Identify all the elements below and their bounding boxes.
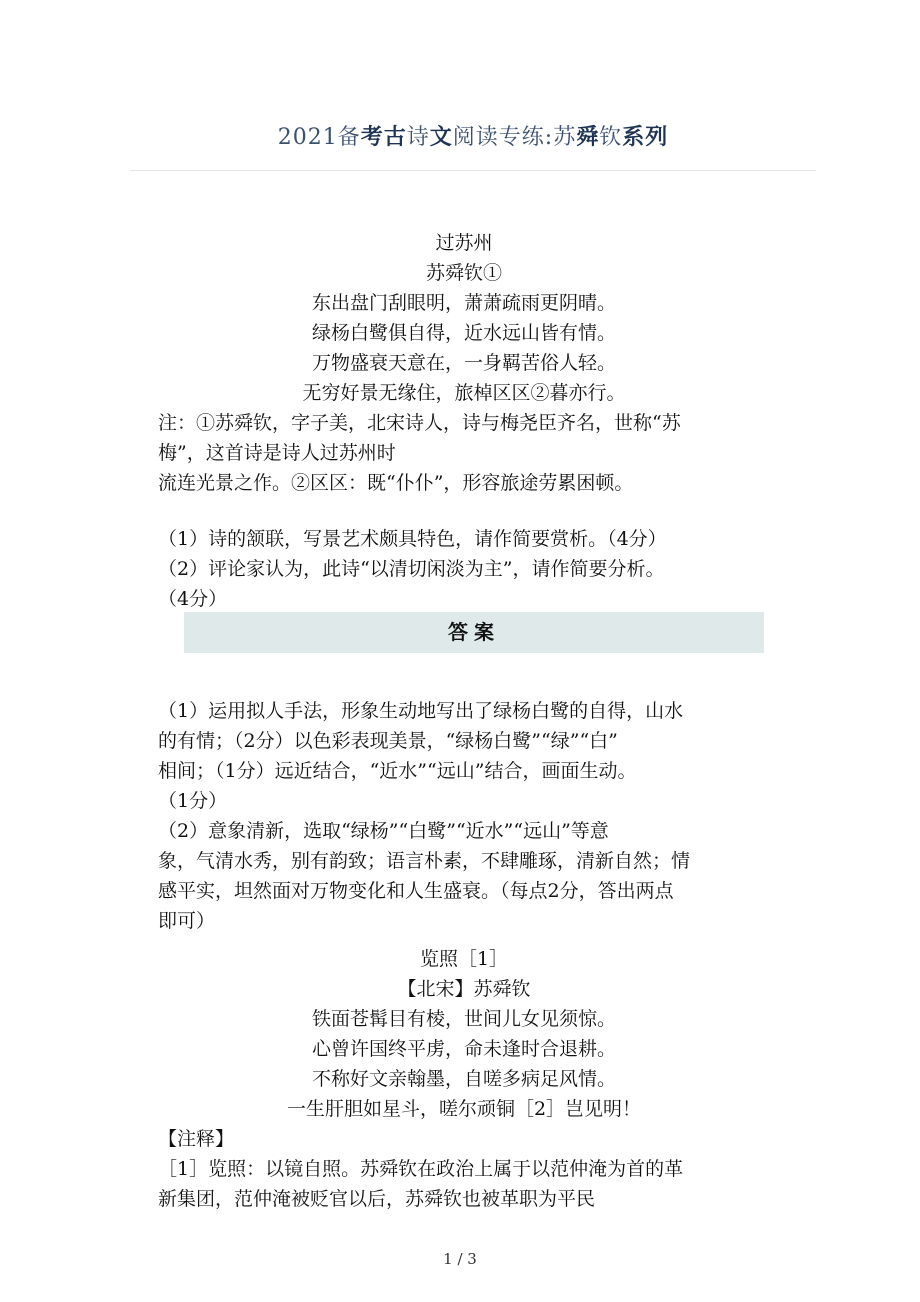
poem-note: ［1］览照：以镜自照。苏舜钦在政治上属于以范仲淹为首的革 [158, 1158, 684, 1180]
poem-line: 铁面苍髯目有棱，世间儿女见须惊。 [311, 1008, 616, 1030]
answer-line: 感平实，坦然面对万物变化和人生盛衰。（每点2分，答出两点 [158, 880, 674, 902]
poem-line: 万物盛衰天意在，一身羁苦俗人轻。 [311, 352, 616, 374]
poem-note: 流连光景之作。②区区：既“仆仆”，形容旅途劳累困顿。 [158, 472, 634, 494]
answer-line: 象，气清水秀，别有韵致；语言朴素，不肆雕琢，清新自然；情 [158, 850, 691, 872]
header-part: 考古 [360, 124, 407, 150]
questions [158, 524, 770, 614]
poem-line: 一生肝胆如星斗，嗟尔顽铜［2］岂见明！ [286, 1098, 642, 1120]
header-part: 2021备 [277, 125, 361, 150]
poem2 [158, 944, 770, 1214]
page-number: 1 / 3 [443, 1250, 477, 1268]
answer-line: 相间；（1分）远近结合，“近水”“远山”结合，画面生动。 [158, 760, 637, 782]
answer-line: （2）意象清新，选取“绿杨”“白鹭”“近水”“远山”等意 [158, 820, 609, 842]
answer-line: 即可） [158, 910, 216, 932]
poem-note: 注：①苏舜钦，字子美，北宋诗人，诗与梅尧臣齐名，世称“苏 [158, 412, 681, 434]
poem-line: 心曾许国终平虏，命未逢时合退耕。 [311, 1038, 616, 1060]
poem-title: 过苏州 [435, 232, 493, 254]
answers [158, 696, 770, 936]
document-header [130, 120, 816, 151]
poem-note: 新集团，范仲淹被贬官以后，苏舜钦也被革职为平民 [158, 1188, 596, 1210]
header-part: 系列 [622, 124, 669, 150]
poem-line: 绿杨白鹭俱自得，近水远山皆有情。 [311, 322, 616, 344]
poem-line: 不称好文亲翰墨，自嗟多病足风情。 [311, 1068, 616, 1090]
poem-line: 东出盘门刮眼明，萧萧疏雨更阴晴。 [311, 292, 616, 314]
answer-line: （1）运用拟人手法，形象生动地写出了绿杨白鹭的自得，山水 [158, 700, 684, 722]
answer-line: 的有情；（2分）以色彩表现美景，“绿杨白鹭”“绿”“白” [158, 730, 618, 752]
answer-heading: 答案 [184, 612, 764, 653]
poem-title: 览照［1］ [419, 948, 509, 970]
header-divider [130, 170, 816, 171]
poem1 [158, 228, 770, 498]
poem-author: 【北宋】苏舜钦 [397, 978, 531, 1000]
header-part: 舜 [576, 124, 600, 150]
question-line: （2）评论家认为，此诗“以清切闲淡为主”，请作简要分析。 [158, 558, 665, 580]
notes-heading: 【注释】 [158, 1128, 235, 1150]
poem-line: 无穷好景无缘住，旅棹区区②暮亦行。 [302, 382, 626, 404]
question-line: （4分） [158, 588, 228, 610]
header-part: 钦 [599, 125, 623, 150]
answer-line: （1分） [158, 790, 228, 812]
header-part: 文 [429, 124, 453, 150]
header-part: 诗 [406, 125, 430, 150]
question-line: （1）诗的颔联，写景艺术颇具特色，请作简要赏析。（4分） [158, 528, 667, 550]
poem-note: 梅”，这首诗是诗人过苏州时 [158, 442, 396, 464]
poem-author: 苏舜钦① [425, 262, 502, 284]
header-part: 阅读专练:苏 [452, 125, 577, 150]
